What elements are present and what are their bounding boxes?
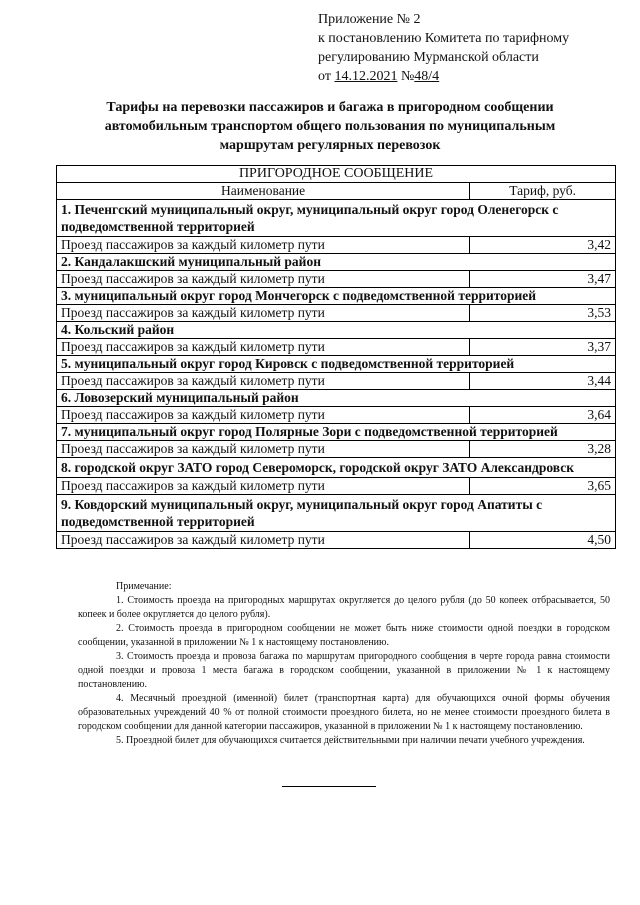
group-name: 3. муниципальный округ город Мончегорск с подведомственной территорией bbox=[57, 288, 616, 305]
document-title bbox=[60, 98, 600, 155]
group-row bbox=[57, 356, 616, 373]
group-name: 1. Печенгский муниципальный округ, муниципальный округ город Оленегорск с подведомственной территорией bbox=[57, 200, 616, 237]
section-title: ПРИГОРОДНОЕ СООБЩЕНИЕ bbox=[57, 166, 616, 183]
service-name: Проезд пассажиров за каждый километр пути bbox=[57, 271, 470, 288]
notes bbox=[78, 580, 610, 748]
tariff-table bbox=[56, 165, 616, 549]
group-row bbox=[57, 322, 616, 339]
service-name: Проезд пассажиров за каждый километр пути bbox=[57, 339, 470, 356]
appendix-number: 48/4 bbox=[414, 69, 440, 84]
notes-list bbox=[78, 594, 610, 748]
tariff-value: 3,64 bbox=[470, 407, 616, 424]
group-row bbox=[57, 458, 616, 478]
section-row bbox=[57, 166, 616, 183]
note-item: 1. Стоимость проезда на пригородных маршрутах округляется до целого рубля (до 50 копеек отбрасывается, 50 копеек и более округляется до целого рубля). bbox=[78, 595, 610, 620]
table-row bbox=[57, 237, 616, 254]
group-row bbox=[57, 200, 616, 237]
group-name: 2. Кандалакшский муниципальный район bbox=[57, 254, 616, 271]
service-name: Проезд пассажиров за каждый километр пути bbox=[57, 305, 470, 322]
group-name: 9. Ковдорский муниципальный округ, муниципальный округ город Апатиты с подведомственной территорией bbox=[57, 495, 616, 532]
group-name: 8. городской округ ЗАТО город Североморск, городской округ ЗАТО Александровск bbox=[57, 458, 616, 478]
table-row bbox=[57, 441, 616, 458]
note-item: 3. Стоимость проезда и провоза багажа по маршрутам пригородного сообщения в черте города равна стоимости одной поездки и провоза 1 места багажа в городском сообщении, указанной в приложении № 1 к настоящему постановлению. bbox=[78, 651, 610, 690]
table-row bbox=[57, 271, 616, 288]
title-line: маршрутам регулярных перевозок bbox=[219, 138, 441, 153]
note-item: 5. Проездной билет для обучающихся считается действительными при наличии печати учебного учреждения. bbox=[116, 735, 585, 746]
group-name: 7. муниципальный округ город Полярные Зори с подведомственной территорией bbox=[57, 424, 616, 441]
note-item: 2. Стоимость проезда в пригородном сообщении не может быть ниже стоимости одной поездки в городском сообщении, указанной в приложении № 1 к настоящему постановлению. bbox=[78, 623, 610, 648]
service-name: Проезд пассажиров за каждый километр пути bbox=[57, 373, 470, 390]
appendix-date: 14.12.2021 bbox=[334, 69, 398, 84]
column-header-name: Наименование bbox=[57, 183, 470, 200]
column-header-tariff: Тариф, руб. bbox=[470, 183, 616, 200]
table-row bbox=[57, 532, 616, 549]
tariff-value: 3,44 bbox=[470, 373, 616, 390]
tariff-value: 3,28 bbox=[470, 441, 616, 458]
table-row bbox=[57, 373, 616, 390]
table-row bbox=[57, 478, 616, 495]
notes-heading: Примечание: bbox=[116, 581, 172, 592]
group-name: 4. Кольский район bbox=[57, 322, 616, 339]
closing-divider bbox=[282, 786, 376, 787]
tariff-value: 4,50 bbox=[470, 532, 616, 549]
column-header-row bbox=[57, 183, 616, 200]
table-row bbox=[57, 305, 616, 322]
date-prefix: от bbox=[318, 69, 331, 84]
note-item: 4. Месячный проездной (именной) билет (транспортная карта) для обучающихся очной формы обучения образовательных учреждений 40 % от полной стоимости проездного билета, но не менее стоимости проездного билета в городском сообщении для данной категории пассажиров, указанной в приложении № 1 к настоящему постановлению. bbox=[78, 693, 610, 732]
group-name: 5. муниципальный округ город Кировск с подведомственной территорией bbox=[57, 356, 616, 373]
appendix-date-line bbox=[318, 67, 618, 86]
number-prefix: № bbox=[400, 69, 415, 84]
tariff-value: 3,47 bbox=[470, 271, 616, 288]
tariff-value: 3,65 bbox=[470, 478, 616, 495]
appendix-line: к постановлению Комитета по тарифному bbox=[318, 31, 570, 46]
group-row bbox=[57, 254, 616, 271]
title-line: автомобильным транспортом общего пользования по муниципальным bbox=[104, 119, 556, 134]
group-row bbox=[57, 424, 616, 441]
group-row bbox=[57, 288, 616, 305]
service-name: Проезд пассажиров за каждый километр пути bbox=[57, 407, 470, 424]
table-row bbox=[57, 407, 616, 424]
appendix-header bbox=[318, 10, 618, 86]
tariff-value: 3,53 bbox=[470, 305, 616, 322]
service-name: Проезд пассажиров за каждый километр пути bbox=[57, 237, 470, 254]
group-name: 6. Ловозерский муниципальный район bbox=[57, 390, 616, 407]
service-name: Проезд пассажиров за каждый километр пути bbox=[57, 478, 470, 495]
tariff-value: 3,37 bbox=[470, 339, 616, 356]
appendix-line: Приложение № 2 bbox=[318, 12, 421, 27]
group-row bbox=[57, 495, 616, 532]
group-row bbox=[57, 390, 616, 407]
service-name: Проезд пассажиров за каждый километр пути bbox=[57, 532, 470, 549]
appendix-line: регулированию Мурманской области bbox=[318, 50, 539, 65]
service-name: Проезд пассажиров за каждый километр пути bbox=[57, 441, 470, 458]
tariff-value: 3,42 bbox=[470, 237, 616, 254]
table-row bbox=[57, 339, 616, 356]
title-line: Тарифы на перевозки пассажиров и багажа в пригородном сообщении bbox=[106, 100, 554, 115]
